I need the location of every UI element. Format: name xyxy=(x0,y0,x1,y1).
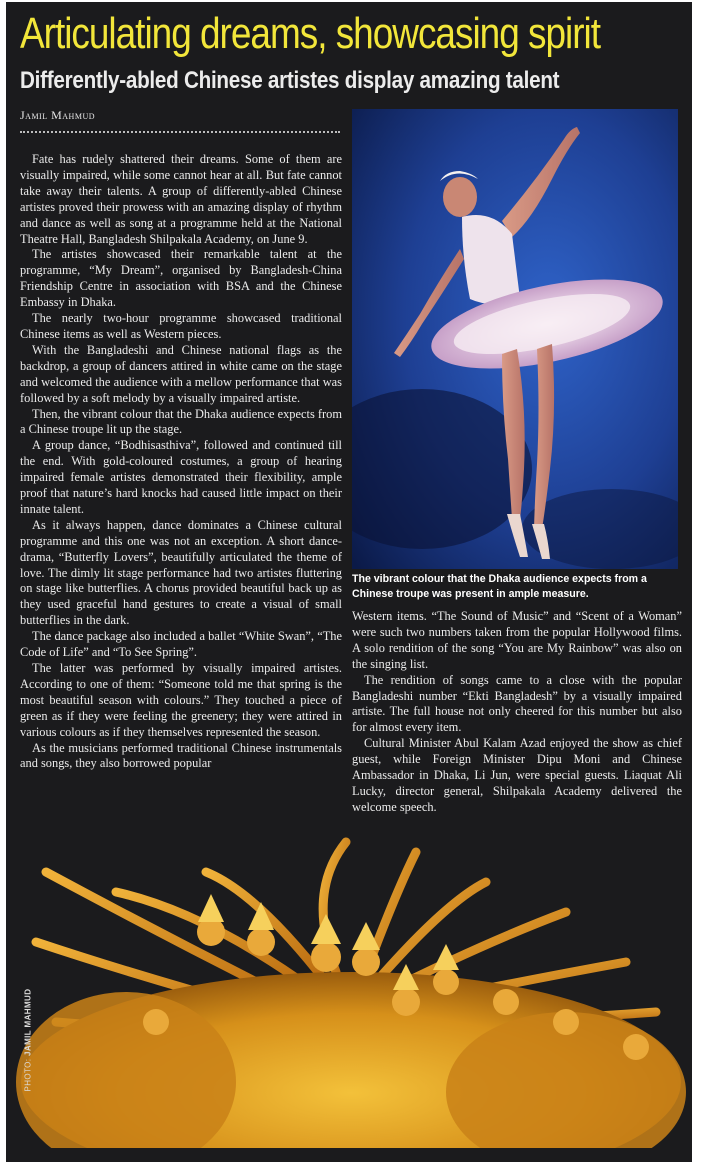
paragraph: The dance package also included a ballet “White Swan”, “The Code of Life” and “To See Spring”. xyxy=(20,629,342,660)
paragraph: Western items. “The Sound of Music” and “Scent of a Woman” were such two numbers taken from the popular Hollywood films. A solo rendition of the song “You are My Rainbow” was also on the singing list. xyxy=(352,609,682,671)
paragraph: Fate has rudely shattered their dreams. Some of them are visually impaired, while some cannot hear at all. But fate cannot take away their talents. A group of differently-abled Chinese artistes proved their prowess with an amazing display of rhythm and dance as well as song at a programme held at the National Theatre Hall, Bangladesh Shilpakala Academy, on June 9. xyxy=(20,152,342,246)
ballet-dancer-photo xyxy=(352,109,678,569)
golden-dancers-photo xyxy=(6,832,692,1162)
newspaper-page xyxy=(6,2,692,1162)
paragraph: The latter was performed by visually impaired artistes. According to one of them: “Someone told me that spring is the most beautiful season with colours.” They touched a piece of green as if they were feeling the greenery; they were attired in various colours as if they themselves represented the season. xyxy=(20,661,342,739)
paragraph: The rendition of songs came to a close with the popular Bangladeshi number “Ekti Bangladesh” by a visually impaired artiste. The full house not only cheered for this number but also for almost every item. xyxy=(352,672,682,735)
photo-credit xyxy=(23,988,33,1092)
byline: Jamil Mahmud xyxy=(20,108,96,122)
photo-credit-name: JAMIL MAHMUD xyxy=(23,988,33,1056)
paragraph: As the musicians performed traditional Chinese instrumentals and songs, they also borrowed popular xyxy=(20,740,342,771)
paragraph: Then, the vibrant colour that the Dhaka audience expects from a Chinese troupe lit up the stage. xyxy=(20,406,342,437)
paragraph: With the Bangladeshi and Chinese national flags as the backdrop, a group of dancers attired in white came on the stage and welcomed the audience with a mellow performance that was followed by a soft melody by a visually impaired artiste. xyxy=(20,342,342,405)
photo-caption: The vibrant colour that the Dhaka audience expects from a Chinese troupe was present in ample measure. xyxy=(352,573,647,600)
paragraph: Cultural Minister Abul Kalam Azad enjoyed the show as chief guest, while Foreign Minister Dipu Moni and Chinese Ambassador in Dhaka, Li Jun, were special guests. Liaquat Ali Lucky, director general, Shilpakala Academy delivered the welcome speech. xyxy=(352,736,682,814)
article-column-1 xyxy=(20,152,342,772)
photo-credit-prefix: PHOTO: xyxy=(23,1058,33,1092)
paragraph: A group dance, “Bodhisasthiva”, followed and continued till the end. With gold-coloured costumes, a group of hearing impaired female artistes demonstrated their flexibility, ample proof that nature’s hard knocks had caused little impact on their innate talent. xyxy=(20,438,342,516)
article-column-2 xyxy=(352,609,682,816)
paragraph: The artistes showcased their remarkable talent at the programme, “My Dream”, organised by Bangladesh-China Friendship Centre in association with BSA and the Chinese Embassy in Dhaka. xyxy=(20,247,342,310)
paragraph: The nearly two-hour programme showcased traditional Chinese items as well as Western pieces. xyxy=(20,311,342,341)
subheadline: Differently-abled Chinese artistes display amazing talent xyxy=(20,67,560,94)
paragraph: As it always happen, dance dominates a Chinese cultural programme and this one was not an exception. A short dance-drama, “Butterfly Lovers”, beautifully articulated the theme of love. The dimly lit stage performance had two artistes fluttering on stage like butterflies. A chorus provided beautiful back up as they used graceful hand gestures to create a visual of small butterflies in the dark. xyxy=(20,517,342,628)
byline-divider xyxy=(20,131,340,133)
headline: Articulating dreams, showcasing spirit xyxy=(20,9,601,58)
